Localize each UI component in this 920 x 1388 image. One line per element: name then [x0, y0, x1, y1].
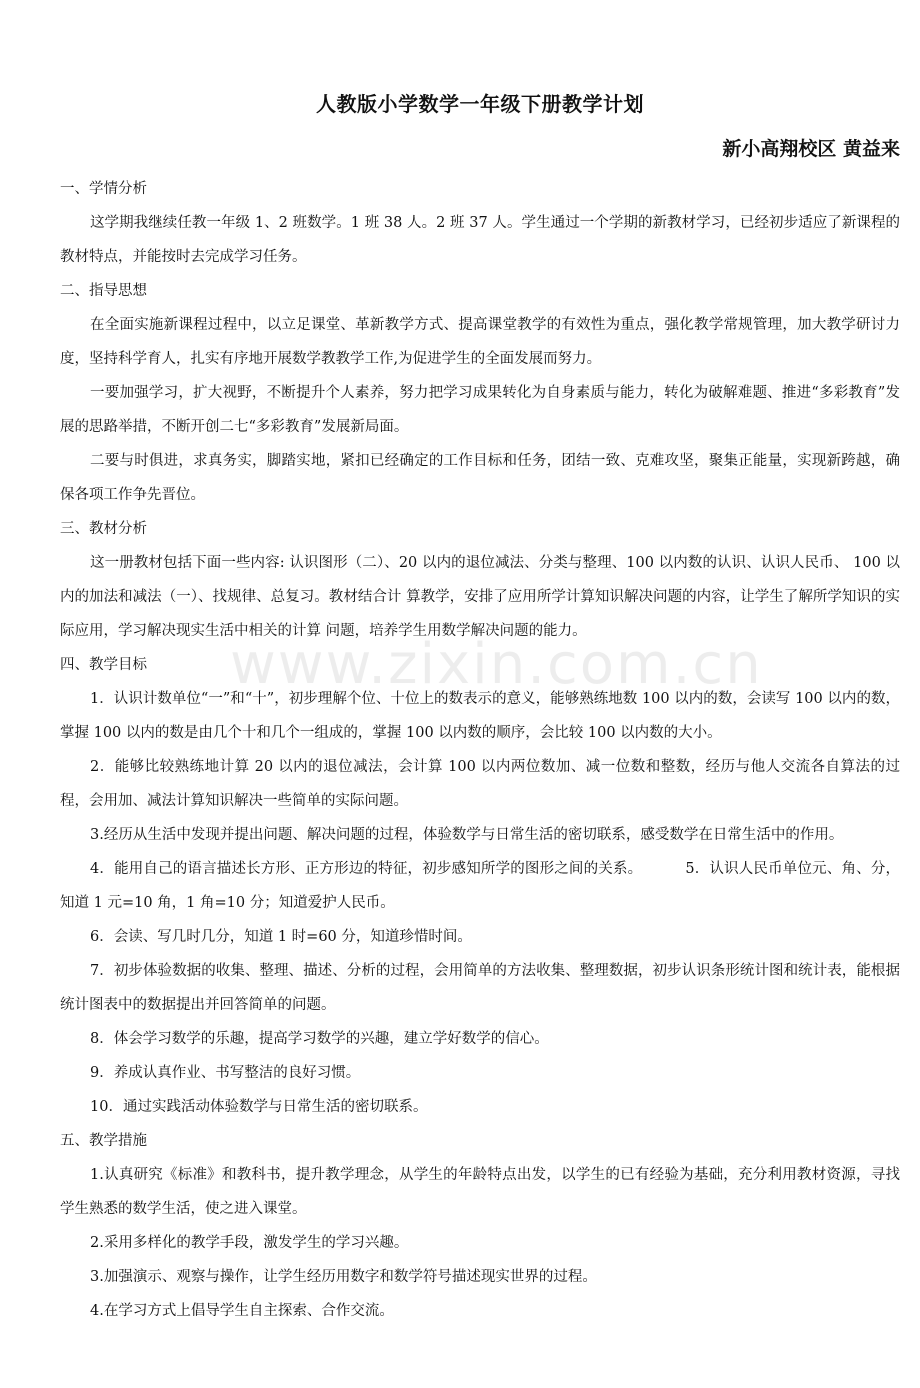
section-teaching-goals: [60, 648, 900, 1124]
goal-item: 9．养成认真作业、书写整洁的良好习惯。: [90, 1065, 361, 1081]
document-title: 人教版小学数学一年级下册教学计划: [316, 92, 644, 116]
section-heading: 三、教材分析: [60, 521, 147, 537]
section-guiding-ideology: [60, 274, 900, 512]
paragraph: 这学期我继续任教一年级 1、2 班数学。1 班 38 人。2 班 37 人。学生通过一个学期的新教材学习，已经初步适应了新课程的教材特点，并能按时去完成学习任务。: [60, 215, 900, 265]
paragraph: 在全面实施新课程过程中，以立足课堂、革新教学方式、提高课堂教学的有效性为重点，强化教学常规管理，加大教学研讨力度，坚持科学育人，扎实有序地开展数学教教学工作,为促进学生的全面发展而努力。: [60, 317, 900, 367]
document-body: [60, 172, 900, 1328]
watermark-text: www.zixin.com.cn: [230, 632, 763, 697]
section-textbook-analysis: [60, 512, 900, 648]
goal-item: 3.经历从生活中发现并提出问题、解决问题的过程，体验数学与日常生活的密切联系，感受数学在日常生活中的作用。: [90, 827, 844, 843]
paragraph: 二要与时俱进，求真务实，脚踏实地，紧扣已经确定的工作目标和任务，团结一致、克难攻坚，聚集正能量，实现新跨越，确保各项工作争先晋位。: [60, 453, 900, 503]
goal-item: 7．初步体验数据的收集、整理、描述、分析的过程，会用简单的方法收集、整理数据，初步认识条形统计图和统计表，能根据统计图表中的数据提出并回答简单的问题。: [60, 963, 900, 1013]
measure-item: 3.加强演示、观察与操作，让学生经历用数字和数学符号描述现实世界的过程。: [90, 1269, 597, 1285]
measure-item: 4.在学习方式上倡导学生自主探索、合作交流。: [90, 1303, 394, 1319]
section-heading: 二、指导思想: [60, 283, 147, 299]
document-author: 新小高翔校区 黄益来: [722, 138, 900, 160]
paragraph: 一要加强学习，扩大视野，不断提升个人素养，努力把学习成果转化为自身素质与能力，转化为破解难题、推进“多彩教育”发展的思路举措，不断开创二七“多彩教育”发展新局面。: [60, 385, 900, 435]
document-page: [60, 0, 900, 1388]
measure-item: 2.采用多样化的教学手段，激发学生的学习兴趣。: [90, 1235, 409, 1251]
section-heading: 五、教学措施: [60, 1133, 147, 1149]
goal-item: 1．认识计数单位“一”和“十”，初步理解个位、十位上的数表示的意义，能够熟练地数 100 以内的数，会读写 100 以内的数，掌握 100 以内的数是由几个十和几个一组成的，掌握 100 以内数的顺序，会比较 100 以内数的大小。: [60, 691, 900, 741]
section-heading: 一、学情分析: [60, 181, 147, 197]
section-heading: 四、教学目标: [60, 657, 147, 673]
section-teaching-measures: [60, 1124, 900, 1328]
goal-item: 10．通过实践活动体验数学与日常生活的密切联系。: [90, 1099, 428, 1115]
goal-item: 8．体会学习数学的乐趣，提高学习数学的兴趣，建立学好数学的信心。: [90, 1031, 549, 1047]
goal-item: 4．能用自己的语言描述长方形、正方形边的特征，初步感知所学的图形之间的关系。 5．认识人民币单位元、角、分，知道 1 元=10 角，1 角=10 分；知道爱护人民币。: [60, 861, 900, 911]
measure-item: 1.认真研究《标准》和教科书，提升教学理念，从学生的年龄特点出发，以学生的已有经验为基础，充分利用教材资源，寻找学生熟悉的数学生活，使之进入课堂。: [60, 1167, 900, 1217]
goal-item: 2．能够比较熟练地计算 20 以内的退位减法，会计算 100 以内两位数加、减一位数和整数，经历与他人交流各自算法的过程，会用加、减法计算知识解决一些简单的实际问题。: [60, 759, 900, 809]
goal-item: 6．会读、写几时几分，知道 1 时=60 分，知道珍惜时间。: [90, 929, 472, 945]
paragraph: 这一册教材包括下面一些内容: 认识图形（二）、20 以内的退位减法、分类与整理、100 以内数的认识、认识人民币、 100 以内的加法和减法（一）、找规律、总复习。教材结合计 算教学，安排了应用所学计算知识解决问题的内容，让学生了解所学知识的实际应用，学习解决现实生活中相关的计算 问题，培养学生用数学解决问题的能力。: [60, 555, 900, 639]
section-learning-analysis: [60, 172, 900, 274]
